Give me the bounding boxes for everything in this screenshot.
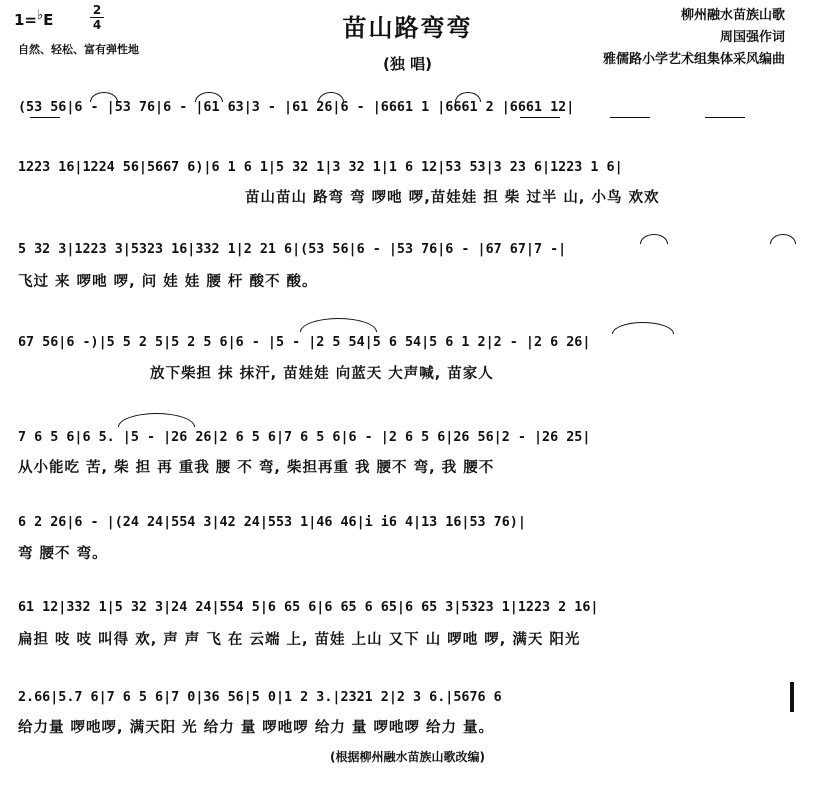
credit-origin: 柳州融水苗族山歌: [680, 8, 785, 23]
score-row-5-notes: 7 6 5 6|6 5. |5 - |26 26|2 6 5 6|7 6 5 6|6 - |2 6 5 6|26 56|2 - |26 25|: [18, 430, 591, 445]
score-row-3-lyrics: 飞过 来 啰吔 啰, 问 娃 娃 腰 杆 酸不 酸。: [18, 274, 318, 290]
score-row-2-notes: 1223 16|1224 56|5667 6)|6 1 6 1|5 32 1|3 32 1|1 6 12|53 53|3 23 6|1223 1 6|: [18, 160, 623, 175]
score-row-7-notes: 61 12|332 1|5 32 3|24 24|554 5|6 65 6|6 65 6 65|6 65 3|5323 1|1223 2 16|: [18, 600, 599, 615]
score-row-4-notes: 67 56|6 -)|5 5 2 5|5 2 5 6|6 - |5 - |2 5 54|5 6 54|5 6 1 2|2 - |2 6 26|: [18, 335, 591, 350]
score-row-5-lyrics: 从小能吃 苦, 柴 担 再 重我 腰 不 弯, 柴担再重 我 腰不 弯, 我 腰不: [18, 460, 495, 476]
score-row-3-notes: 5 32 3|1223 3|5323 16|332 1|2 21 6|(53 56|6 - |53 76|6 - |67 67|7 -|: [18, 242, 567, 257]
key-signature: 1=♭E: [14, 8, 54, 29]
slur-mark: [770, 234, 796, 244]
slur-mark: [195, 92, 223, 102]
beam-line: [705, 117, 745, 118]
score-row-8-notes: 2.66|5.7 6|7 6 5 6|7 0|36 56|5 0|1 2 3.|2321 2|2 3 6.|5676 6: [18, 690, 502, 705]
time-signature: 2 4: [90, 4, 104, 31]
slur-mark: [90, 92, 118, 102]
footnote: (根据柳州融水苗族山歌改编): [330, 750, 485, 764]
score-row-4-lyrics: 放下柴担 抹 抹汗, 苗娃娃 向蓝天 大声喊, 苗家人: [150, 366, 494, 382]
score-row-8-lyrics: 给力量 啰吔啰, 满天阳 光 给力 量 啰吔啰 给力 量 啰吔啰 给力 量。: [18, 720, 495, 736]
score-row-6-lyrics: 弯 腰不 弯。: [18, 546, 108, 562]
slur-mark: [318, 92, 344, 102]
beam-line: [520, 117, 560, 118]
slur-mark: [300, 318, 377, 332]
score-row-7-lyrics: 扁担 吱 吱 叫得 欢, 声 声 飞 在 云端 上, 苗娃 上山 又下 山 啰吔 啰, 满天 阳光: [18, 632, 581, 648]
slur-mark: [612, 322, 674, 334]
slur-mark: [118, 413, 195, 427]
final-barline: [790, 682, 794, 712]
credit-arranger: 雅儒路小学艺术组集体采风编曲: [602, 52, 785, 67]
score-row-2-lyrics: 苗山苗山 路弯 弯 啰吔 啰,苗娃娃 担 柴 过半 山, 小鸟 欢欢: [245, 190, 660, 206]
beam-line: [30, 117, 60, 118]
score-row-1-notes: (53 56|6 - |53 76|6 - |61 63|3 - |61 26|6 - |6661 1 |6661 2 |6661 12|: [18, 100, 575, 115]
credit-lyricist: 周国强作词: [719, 30, 785, 45]
slur-mark: [640, 234, 668, 244]
performance-note: (独 唱): [383, 55, 432, 73]
slur-mark: [455, 92, 481, 102]
song-title: 苗山路弯弯: [342, 14, 473, 42]
beam-line: [610, 117, 650, 118]
score-row-6-notes: 6 2 26|6 - |(24 24|554 3|42 24|553 1|46 46|i i6 4|13 16|53 76)|: [18, 515, 526, 530]
tempo-marking: 自然、轻松、富有弹性地: [18, 43, 139, 56]
